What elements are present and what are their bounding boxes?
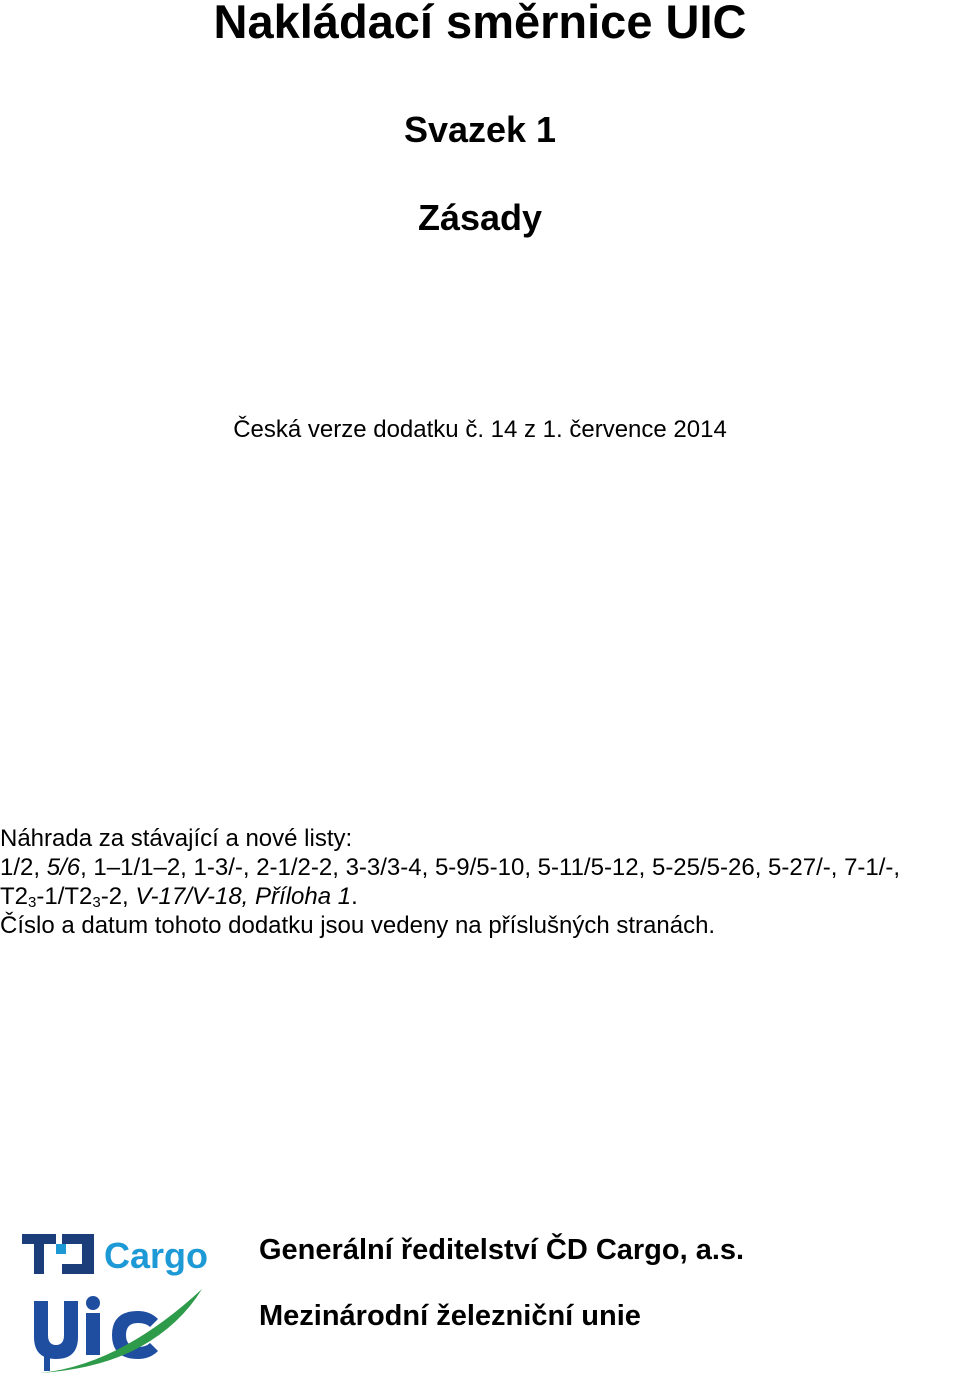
uic-logo: [30, 1285, 210, 1382]
sheet-t2-b-subscript: 3: [92, 894, 101, 911]
sheet-t2-a-subscript: 3: [28, 894, 37, 911]
cd-mark-right-icon: [62, 1234, 94, 1274]
replacement-heading: Náhrada za stávající a nové listy:: [0, 825, 353, 852]
cd-logo-text: Cargo: [104, 1235, 209, 1276]
uic-logo-graphic: [30, 1285, 210, 1377]
uic-organization: Mezinárodní železniční unie: [259, 1300, 641, 1332]
uic-letter-u-tail-icon: [44, 1355, 50, 1371]
cd-cargo-organization: Generální ředitelství ČD Cargo, a.s.: [259, 1234, 745, 1266]
sheet-t2-c: -2,: [100, 883, 136, 910]
cd-cargo-logo: [22, 1230, 218, 1283]
cd-cargo-logo-graphic: [22, 1230, 218, 1278]
uic-letter-u-icon: [34, 1301, 78, 1359]
replacement-note: Číslo a datum tohoto dodatku jsou vedeny na příslušných stranách.: [0, 912, 716, 939]
volume-subtitle: Zásady: [417, 197, 543, 238]
sheet-list-italic-part: 5/6: [46, 854, 81, 881]
sheet-t2-a: T2: [0, 883, 29, 910]
sheet-t2-b: -1/T2: [36, 883, 93, 910]
replacement-sheet-list: [0, 853, 960, 882]
sheet-list-part-3: , 1–1/1–2, 1-3/-, 2-1/2-2, 3-3/3-4, 5-9/5-10, 5-11/5-12, 5-25/5-26, 5-27/-, 7-1/-,: [80, 854, 901, 881]
document-title: Nakládací směrnice UIC: [213, 0, 747, 48]
uic-letter-i-icon: [86, 1313, 100, 1355]
uic-letter-i-dot-icon: [86, 1296, 100, 1310]
sheet-list-end: .: [351, 883, 358, 910]
cd-mark-left-icon: [22, 1234, 56, 1274]
sheet-list-part-1: 1/2,: [0, 854, 47, 881]
sheet-italic-annex: V-17/V-18, Příloha 1: [135, 883, 352, 910]
edition-line: Česká verze dodatku č. 14 z 1. července 2014: [233, 416, 727, 443]
cd-mark-center-icon: [56, 1244, 66, 1254]
replacement-sheet-list-continued: [0, 882, 960, 911]
volume-label: Svazek 1: [403, 109, 557, 150]
replacement-section: [0, 824, 960, 940]
